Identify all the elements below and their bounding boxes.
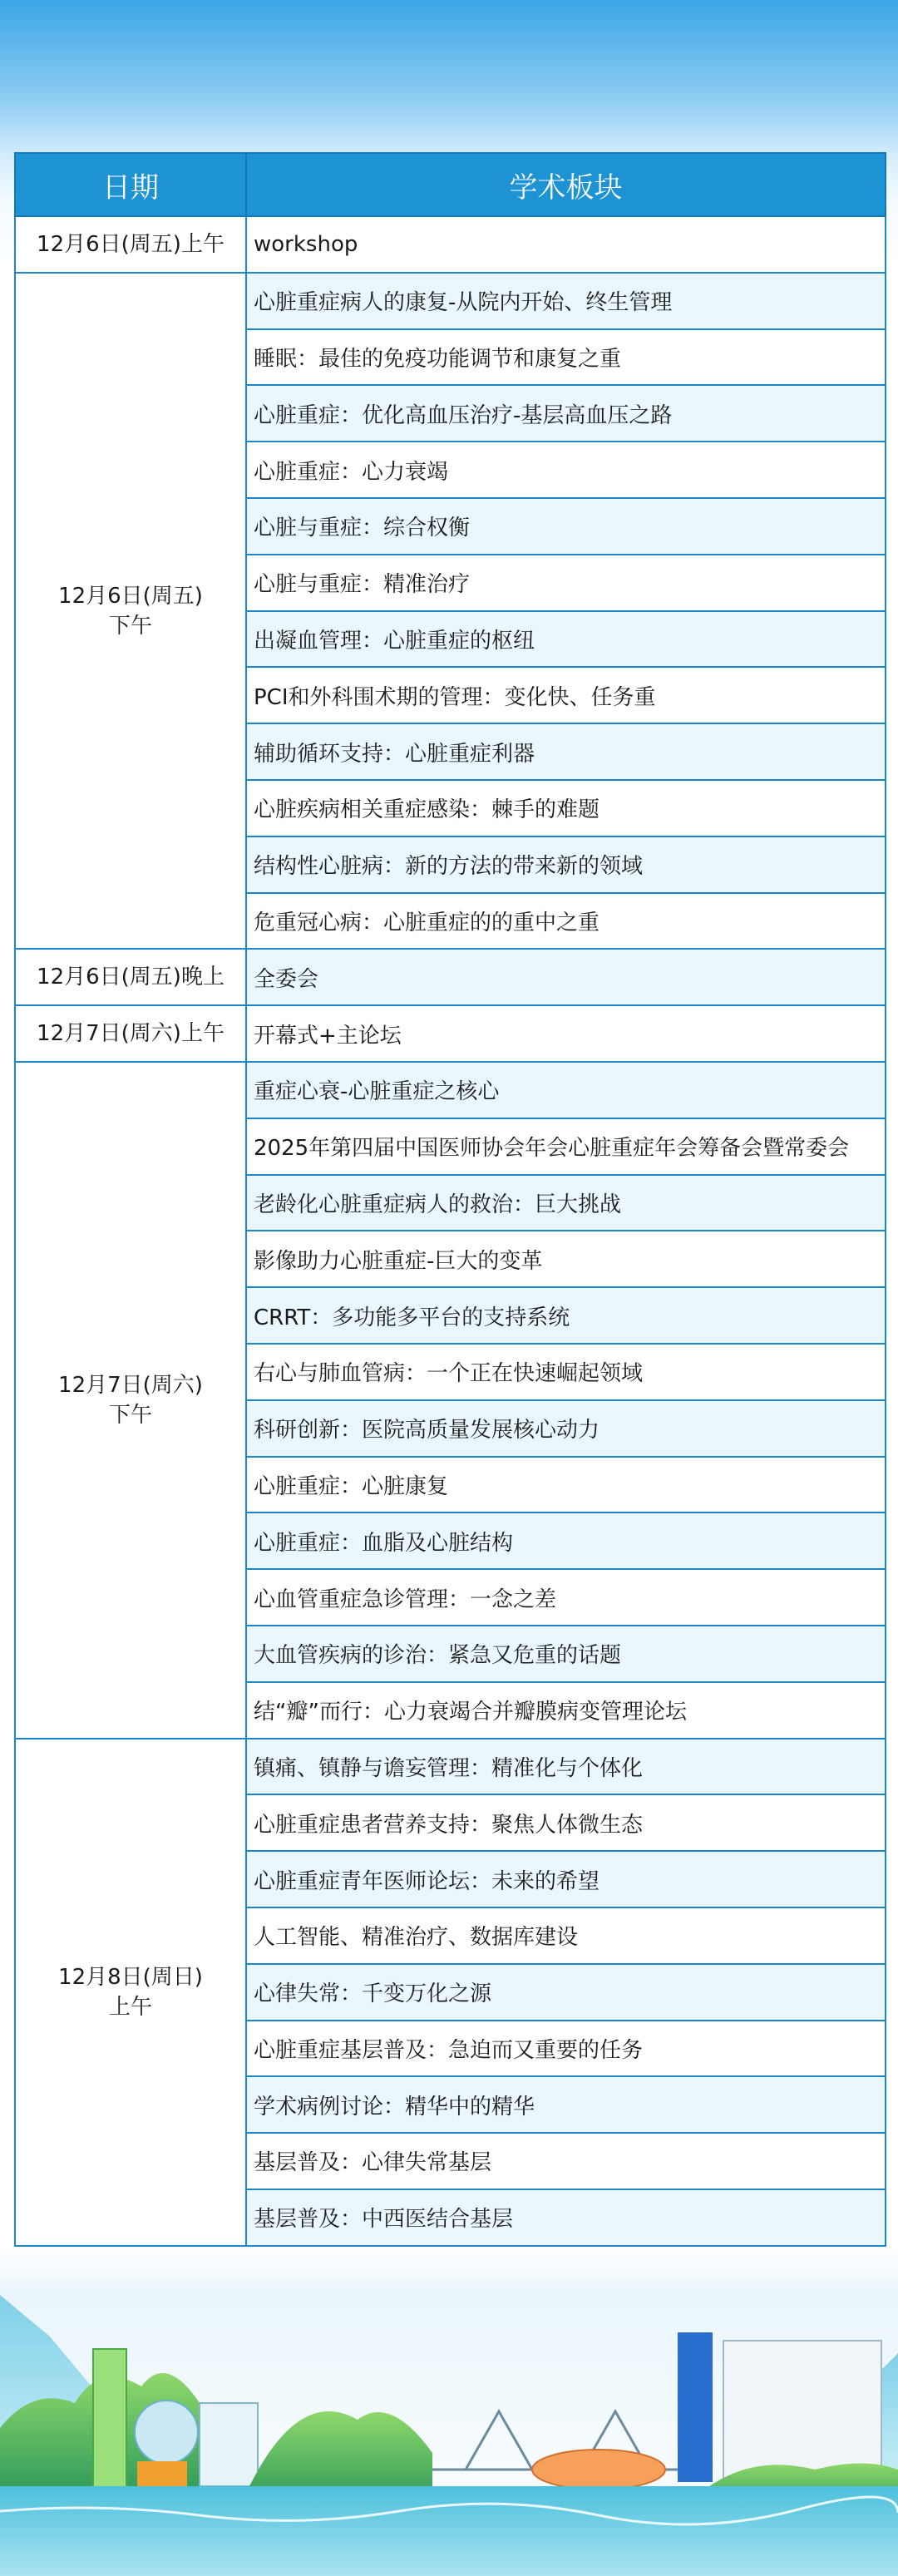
session-topic: 心脏重症青年医师论坛：未来的希望: [246, 1851, 886, 1907]
session-topic: 心脏重症：血脂及心脏结构: [246, 1513, 886, 1569]
session-date: 12月6日(周五) 下午: [15, 273, 246, 950]
session-topic: 心脏疾病相关重症感染：棘手的难题: [246, 780, 886, 836]
session-date: 12月6日(周五)上午: [15, 216, 246, 273]
session-topic: 基层普及：中西医结合基层: [246, 2189, 886, 2246]
session-topic: 开幕式+主论坛: [246, 1005, 886, 1062]
session-topic: 大血管疾病的诊治：紧急又危重的话题: [246, 1626, 886, 1682]
session-date: 12月8日(周日) 上午: [15, 1739, 246, 2246]
header-topic: 学术板块: [246, 153, 886, 216]
session-topic: 心脏重症：心力衰竭: [246, 442, 886, 498]
session-topic: 结“瓣”而行：心力衰竭合并瓣膜病变管理论坛: [246, 1682, 886, 1739]
session-topic: 基层普及：心律失常基层: [246, 2133, 886, 2189]
session-topic: 危重冠心病：心脏重症的的重中之重: [246, 893, 886, 950]
header-date: 日期: [15, 153, 246, 216]
table-body: [15, 216, 886, 2246]
session-topic: 人工智能、精准治疗、数据库建设: [246, 1907, 886, 1964]
session-topic: PCI和外科围术期的管理：变化快、任务重: [246, 667, 886, 723]
session-topic: 右心与肺血管病：一个正在快速崛起领域: [246, 1344, 886, 1400]
session-topic: 心脏重症：优化高血压治疗-基层高血压之路: [246, 385, 886, 442]
session-topic: 心律失常：千变万化之源: [246, 1964, 886, 2021]
session-topic: CRRT：多功能多平台的支持系统: [246, 1287, 886, 1344]
session-date: 12月7日(周六)上午: [15, 1005, 246, 1062]
session-topic: 心脏与重症：综合权衡: [246, 498, 886, 555]
session-topic: 学术病例讨论：精华中的精华: [246, 2076, 886, 2133]
session-topic: 心血管重症急诊管理：一念之差: [246, 1569, 886, 1626]
table-row: [15, 273, 886, 329]
session-topic: 心脏与重症：精准治疗: [246, 555, 886, 611]
dome: [135, 2401, 198, 2464]
session-topic: 心脏重症患者营养支持：聚焦人体微生态: [246, 1794, 886, 1851]
table-row: [15, 216, 886, 273]
session-topic: workshop: [246, 216, 886, 273]
city-scenery-illustration: [0, 2262, 898, 2576]
session-topic: 结构性心脏病：新的方法的带来新的领域: [246, 836, 886, 893]
session-topic: 出凝血管理：心脏重症的枢纽: [246, 611, 886, 668]
session-date: 12月7日(周六) 下午: [15, 1062, 246, 1739]
building-left: [200, 2403, 258, 2486]
table-row: [15, 1062, 886, 1118]
session-topic: 重症心衰-心脏重症之核心: [246, 1062, 886, 1118]
table-row: [15, 1005, 886, 1062]
session-date: 12月6日(周五)晚上: [15, 949, 246, 1005]
session-topic: 科研创新：医院高质量发展核心动力: [246, 1400, 886, 1457]
gate: [137, 2461, 187, 2490]
table-header-row: [15, 153, 886, 216]
session-topic: 辅助循环支持：心脏重症利器: [246, 723, 886, 780]
table-row: [15, 949, 886, 1005]
schedule-table-wrap: [14, 152, 885, 2247]
session-topic: 老龄化心脏重症病人的救治：巨大挑战: [246, 1175, 886, 1231]
session-topic: 镇痛、镇静与谵妄管理：精准化与个体化: [246, 1739, 886, 1795]
water: [0, 2486, 898, 2576]
session-topic: 2025年第四届中国医师协会年会心脏重症年会筹备会暨常委会: [246, 1118, 886, 1175]
session-topic: 心脏重症病人的康复-从院内开始、终生管理: [246, 273, 886, 329]
session-topic: 心脏重症基层普及：急迫而又重要的任务: [246, 2021, 886, 2077]
table-row: [15, 1739, 886, 1795]
tower-green: [93, 2349, 126, 2490]
session-topic: 影像助力心脏重症-巨大的变革: [246, 1231, 886, 1287]
session-topic: 心脏重症：心脏康复: [246, 1457, 886, 1513]
tower-blue: [678, 2332, 713, 2482]
stadium: [532, 2450, 665, 2490]
session-topic: 全委会: [246, 949, 886, 1005]
session-topic: 睡眠：最佳的免疫功能调节和康复之重: [246, 329, 886, 386]
schedule-table: [14, 152, 886, 2247]
